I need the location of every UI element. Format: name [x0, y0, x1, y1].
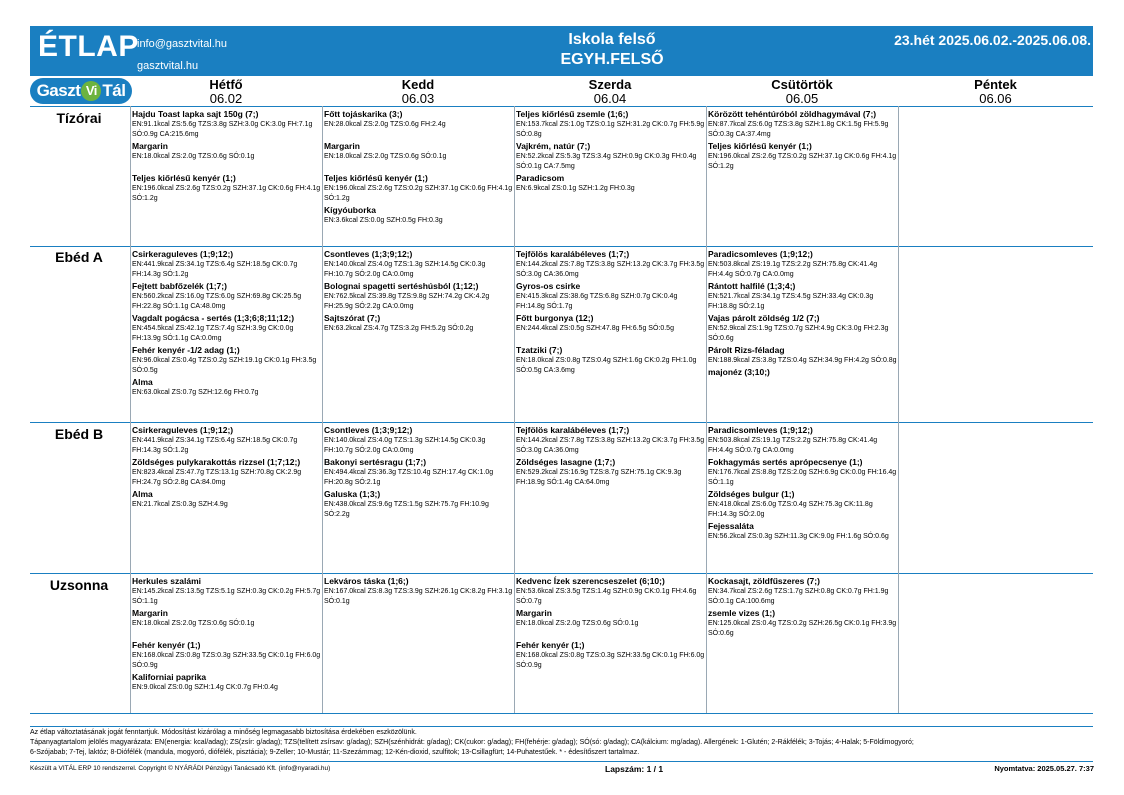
dish-name: Rántott halfilé (1;3;4;)	[708, 281, 796, 291]
legend-rule	[30, 726, 1093, 727]
menu-cell	[324, 248, 514, 334]
nutrition-info: EN:18.0kcal ZS:2.0g TZS:0.6g SÓ:0.1g	[516, 620, 639, 627]
logo-text-2: Vi	[81, 81, 101, 101]
menu-item	[132, 248, 322, 280]
dish-name: Csirkeraguleves (1;9;12;)	[132, 249, 234, 259]
dish-name: Margarin	[132, 141, 168, 151]
menu-item	[516, 607, 706, 639]
menu-item	[132, 607, 322, 639]
menu-item	[708, 108, 898, 140]
nutrition-info: EN:144.2kcal ZS:7.8g TZS:3.8g SZH:13.2g CK:3.7g FH:3.5g SÓ:3.0g CA:36.0mg	[516, 261, 705, 278]
dish-name: Vagdalt pogácsa - sertés (1;3;6;8;11;12;)	[132, 313, 295, 323]
dish-name: Vajas párolt zöldség 1/2 (7;)	[708, 313, 820, 323]
dish-name: Csontleves (1;3;9;12;)	[324, 249, 413, 259]
menu-cell	[324, 424, 514, 520]
nutrition-info: EN:18.0kcal ZS:2.0g TZS:0.6g SÓ:0.1g	[132, 153, 255, 160]
nutrition-info: EN:21.7kcal ZS:0.3g SZH:4.9g	[132, 501, 228, 508]
dish-name: Paradicsom	[516, 173, 565, 183]
menu-cell	[708, 248, 898, 378]
nutrition-info: EN:494.4kcal ZS:36.3g TZS:10.4g SZH:17.4g CK:1.0g FH:20.8g SÓ:2.1g	[324, 469, 494, 486]
menu-cell	[324, 108, 514, 226]
dish-name: Lekváros táska (1;6;)	[324, 576, 409, 586]
print-date: Nyomtatva: 2025.05.27. 7:37	[994, 764, 1094, 773]
nutrition-info: EN:153.7kcal ZS:1.0g TZS:0.1g SZH:31.2g CK:0.7g FH:5.9g SÓ:0.8g	[516, 121, 705, 138]
dish-name: Paradicsomleves (1;9;12;)	[708, 249, 813, 259]
nutrition-info: EN:87.7kcal ZS:6.0g TZS:3.8g SZH:1.8g CK:1.5g FH:5.9g SÓ:0.3g CA:37.4mg	[708, 121, 889, 138]
menu-item	[708, 344, 898, 366]
nutrition-info: EN:441.9kcal ZS:34.1g TZS:6.4g SZH:18.5g CK:0.7g FH:14.3g SÓ:1.2g	[132, 437, 298, 454]
nutrition-info: EN:144.2kcal ZS:7.8g TZS:3.8g SZH:13.2g CK:3.7g FH:3.5g SÓ:3.0g CA:36.0mg	[516, 437, 705, 454]
menu-item	[132, 344, 322, 376]
column-divider	[514, 106, 515, 713]
nutrition-info: EN:34.7kcal ZS:2.6g TZS:1.7g SZH:0.8g CK:0.7g FH:1.9g SÓ:0.1g CA:100.6mg	[708, 588, 889, 605]
nutrition-info: EN:6.9kcal ZS:0.1g SZH:1.2g FH:0.3g	[516, 185, 635, 192]
menu-item	[132, 424, 322, 456]
menu-cell	[708, 424, 898, 542]
menu-item	[324, 140, 514, 172]
nutrition-info: EN:168.0kcal ZS:0.8g TZS:0.3g SZH:33.5g CK:0.1g FH:6.0g SÓ:0.9g	[132, 652, 321, 669]
app-title: ÉTLAP	[38, 30, 139, 63]
nutrition-info: EN:521.7kcal ZS:34.1g TZS:4.5g SZH:33.4g CK:0.3g FH:18.8g SÓ:2.1g	[708, 293, 874, 310]
dish-name: Kígyóuborka	[324, 205, 376, 215]
day-date: 06.06	[979, 91, 1012, 106]
menu-item	[132, 456, 322, 488]
column-divider	[898, 106, 899, 713]
dish-name: Tejfölös karalábéleves (1;7;)	[516, 425, 630, 435]
nutrition-info: EN:52.2kcal ZS:5.3g TZS:3.4g SZH:0.9g CK:0.3g FH:0.4g SÓ:0.1g CA:7.5mg	[516, 153, 697, 170]
dish-name: Alma	[132, 489, 153, 499]
menu-cell	[516, 248, 706, 376]
dish-name: Tzatziki (7;)	[516, 345, 563, 355]
day-date: 06.02	[209, 91, 243, 106]
dish-name: Margarin	[324, 141, 360, 151]
dish-name: Sajtszórat (7;)	[324, 313, 381, 323]
nutrition-info: EN:125.0kcal ZS:0.4g TZS:0.2g SZH:26.5g CK:0.1g FH:3.9g SÓ:0.6g	[708, 620, 897, 637]
menu-cell	[516, 108, 706, 194]
nutrition-info: EN:96.0kcal ZS:0.4g TZS:0.2g SZH:19.1g CK:0.1g FH:3.5g SÓ:0.5g	[132, 357, 317, 374]
nutrition-info: EN:196.0kcal ZS:2.6g TZS:0.2g SZH:37.1g CK:0.6g FH:4.1g SÓ:1.2g	[708, 153, 897, 170]
nutrition-info: EN:9.0kcal ZS:0.0g SZH:1.4g CK:0.7g FH:0.4g	[132, 684, 278, 691]
nutrition-info: EN:167.0kcal ZS:8.3g TZS:3.9g SZH:26.1g CK:8.2g FH:3.1g SÓ:0.1g	[324, 588, 513, 605]
menu-item	[324, 456, 514, 488]
menu-item	[324, 108, 514, 140]
spacer	[132, 162, 322, 172]
menu-item	[708, 312, 898, 344]
nutrition-info: EN:196.0kcal ZS:2.6g TZS:0.2g SZH:37.1g CK:0.6g FH:4.1g SÓ:1.2g	[324, 185, 513, 202]
column-divider	[706, 106, 707, 713]
column-divider	[130, 106, 131, 713]
nutrition-info: EN:18.0kcal ZS:2.0g TZS:0.6g SÓ:0.1g	[132, 620, 255, 627]
menu-cell	[324, 575, 514, 607]
menu-item	[516, 344, 706, 376]
menu-item	[516, 108, 706, 140]
dish-name: Fehér kenyér -1/2 adag (1;)	[132, 345, 240, 355]
day-header-thursday	[706, 78, 898, 106]
dish-name: Körözött tehéntúróból zöldhagymával (7;)	[708, 109, 877, 119]
menu-item	[516, 248, 706, 280]
contact-block	[137, 33, 227, 77]
menu-item	[708, 280, 898, 312]
day-name: Kedd	[401, 77, 435, 92]
menu-item	[516, 639, 706, 671]
dish-name: Zöldséges lasagne (1;7;)	[516, 457, 616, 467]
dish-name: Főtt burgonya (12;)	[516, 313, 594, 323]
menu-item	[708, 424, 898, 456]
menu-item	[324, 248, 514, 280]
menu-cell	[516, 424, 706, 488]
row-divider	[30, 573, 1093, 574]
menu-item	[708, 575, 898, 607]
dish-name: Teljes kiőrlésű kenyér (1;)	[324, 173, 428, 183]
day-name: Péntek	[974, 77, 1017, 92]
legend-line: 6-Szójabab; 7-Tej, laktóz; 8-Diófélék (mandula, mogyoró, diófélék, pisztácia); 9-Zeller; 10-Mustár; 11-Szezámmag; 12-Kén-dioxid, szulfitok; 13-Csillagfürt; 14-Puhatestűek. * - édesítőszert tartalmaz.	[30, 749, 640, 756]
menu-item	[516, 456, 706, 488]
meal-label-ebed-b: Ebéd B	[54, 426, 104, 442]
nutrition-info: EN:63.0kcal ZS:0.7g SZH:12.6g FH:0.7g	[132, 389, 259, 396]
menu-item	[708, 520, 898, 542]
dish-name: Vajkrém, natúr (7;)	[516, 141, 591, 151]
dish-name: Tejfölös karalábéleves (1;7;)	[516, 249, 630, 259]
spacer	[324, 130, 514, 140]
spacer	[516, 629, 706, 639]
spacer	[324, 162, 514, 172]
menu-item	[516, 280, 706, 312]
nutrition-info: EN:52.9kcal ZS:1.9g TZS:0.7g SZH:4.9g CK:3.0g FH:2.3g SÓ:0.6g	[708, 325, 889, 342]
dish-name: Fehér kenyér (1;)	[516, 640, 585, 650]
menu-item	[132, 575, 322, 607]
menu-cell	[132, 424, 322, 510]
dish-name: Fehér kenyér (1;)	[132, 640, 201, 650]
legend-line: Tápanyagtartalom jelölés magyarázata: EN(energia: kcal/adag); ZS(zsír: g/adag); TZS(telített zsírsav: g/adag); SZH(szénhidrát: g/adag); CK(cukor: g/adag); FH(fehérje: g/adag); SÓ(só: g/adag); CA(kálcium: mg/adag). Allergének: 1-Glutén; 2-Rákfélék; 3-Tojás; 4-Halak; 5-Földimogyoró;	[30, 739, 914, 746]
day-date: 06.05	[785, 91, 819, 106]
nutrition-info: EN:415.3kcal ZS:38.6g TZS:6.8g SZH:0.7g CK:0.4g FH:14.8g SÓ:1.7g	[516, 293, 678, 310]
dish-name: Csirkeraguleves (1;9;12;)	[132, 425, 234, 435]
dish-name: Kockasajt, zöldfűszeres (7;)	[708, 576, 820, 586]
legend-line: Az étlap változtatásának jogát fenntartjuk. Módosítást kizárólag a minőség legmagasabb biztosítása érdekében eszközölünk.	[30, 729, 417, 736]
menu-item	[324, 575, 514, 607]
title-block	[500, 30, 724, 70]
nutrition-info: EN:56.2kcal ZS:0.3g SZH:11.3g CK:9.0g FH:1.6g SÓ:0.6g	[708, 533, 889, 540]
menu-item	[516, 424, 706, 456]
dish-name: Teljes kiőrlésű zsemle (1;6;)	[516, 109, 629, 119]
email-link[interactable]: info@gasztvital.hu	[137, 38, 228, 50]
dish-name: majonéz (3;10;)	[708, 367, 770, 377]
nutrition-info: EN:188.9kcal ZS:3.8g TZS:0.4g SZH:34.9g FH:4.2g SÓ:0.8g	[708, 357, 897, 364]
nutrition-info: EN:28.0kcal ZS:2.0g TZS:0.6g FH:2.4g	[324, 121, 446, 128]
row-divider	[30, 246, 1093, 247]
menu-cell	[708, 575, 898, 639]
dish-name: Zöldséges bulgur (1;)	[708, 489, 795, 499]
day-name: Hétfő	[209, 77, 243, 92]
logo-text-3: Tál	[102, 81, 126, 100]
legend	[30, 728, 1093, 758]
menu-item	[516, 140, 706, 172]
menu-item	[708, 488, 898, 520]
row-divider	[30, 422, 1093, 423]
nutrition-info: EN:18.0kcal ZS:2.0g TZS:0.6g SÓ:0.1g	[324, 153, 447, 160]
menu-item	[324, 204, 514, 226]
menu-item	[132, 140, 322, 172]
nutrition-info: EN:438.0kcal ZS:9.6g TZS:1.5g SZH:75.7g FH:10.9g SÓ:2.2g	[324, 501, 489, 518]
nutrition-info: EN:63.2kcal ZS:4.7g TZS:3.2g FH:5.2g SÓ:0.2g	[324, 325, 474, 332]
week-range: 23.hét 2025.06.02.-2025.06.08.	[894, 32, 1091, 48]
menu-item	[516, 172, 706, 194]
footer-copyright: Készült a VITÁL ERP 10 rendszerrel. Copyright © NYÁRÁDI Pénzügyi Tanácsadó Kft. (info@nyaradi.hu)	[30, 765, 331, 772]
nutrition-info: EN:762.5kcal ZS:39.8g TZS:9.8g SZH:74.2g CK:4.2g FH:25.9g SÓ:2.2g CA:0.0mg	[324, 293, 490, 310]
dish-name: Főtt tojáskarika (3;)	[324, 109, 403, 119]
dish-name: Fokhagymás sertés aprópecsenye (1;)	[708, 457, 863, 467]
grid-top-rule	[30, 106, 1093, 107]
row-divider	[30, 713, 1093, 714]
dish-name: Teljes kiőrlésű kenyér (1;)	[132, 173, 236, 183]
dish-name: Teljes kiőrlésű kenyér (1;)	[708, 141, 812, 151]
nutrition-info: EN:145.2kcal ZS:13.5g TZS:5.1g SZH:0.3g CK:0.2g FH:5.7g SÓ:1.1g	[132, 588, 321, 605]
day-date: 06.04	[593, 91, 627, 106]
nutrition-info: EN:168.0kcal ZS:0.8g TZS:0.3g SZH:33.5g CK:0.1g FH:6.0g SÓ:0.9g	[516, 652, 705, 669]
dish-name: Gyros-os csirke	[516, 281, 581, 291]
nutrition-info: EN:91.1kcal ZS:5.6g TZS:3.8g SZH:3.0g CK:3.0g FH:7.1g SÓ:0.9g CA:215.6mg	[132, 121, 313, 138]
nutrition-info: EN:3.6kcal ZS:0.0g SZH:0.5g FH:0.3g	[324, 217, 443, 224]
nutrition-info: EN:140.0kcal ZS:4.0g TZS:1.3g SZH:14.5g CK:0.3g FH:10.7g SÓ:2.0g CA:0.0mg	[324, 437, 486, 454]
footer-rule	[30, 761, 1093, 762]
menu-cell	[132, 248, 322, 398]
menu-item	[516, 312, 706, 344]
dish-name: Kaliforniai paprika	[132, 672, 207, 682]
dish-name: Margarin	[516, 608, 552, 618]
nutrition-info: EN:441.9kcal ZS:34.1g TZS:6.4g SZH:18.5g CK:0.7g FH:14.3g SÓ:1.2g	[132, 261, 298, 278]
dish-name: Bolognai spagetti sertéshúsból (1;12;)	[324, 281, 479, 291]
dish-name: Fejessaláta	[708, 521, 754, 531]
menu-item	[708, 607, 898, 639]
dish-name: Csontleves (1;3;9;12;)	[324, 425, 413, 435]
day-date: 06.03	[401, 91, 435, 106]
menu-item	[132, 488, 322, 510]
dish-name: Zöldséges pulykarakottás rizzsel (1;7;12;)	[132, 457, 301, 467]
nutrition-info: EN:176.7kcal ZS:8.8g TZS:2.0g SZH:6.9g CK:0.0g FH:16.4g SÓ:1.1g	[708, 469, 897, 486]
nutrition-info: EN:53.6kcal ZS:3.5g TZS:1.4g SZH:0.9g CK:0.1g FH:4.6g SÓ:0.7g	[516, 588, 697, 605]
menu-item	[324, 312, 514, 334]
day-name: Csütörtök	[771, 77, 833, 92]
menu-item	[708, 248, 898, 280]
menu-item	[132, 172, 322, 204]
menu-cell	[132, 575, 322, 693]
dish-name: Galuska (1;3;)	[324, 489, 381, 499]
nutrition-info: EN:454.5kcal ZS:42.1g TZS:7.4g SZH:3.9g CK:0.0g FH:13.9g SÓ:1.1g CA:0.0mg	[132, 325, 294, 342]
meal-label-uzsonna: Uzsonna	[49, 577, 109, 593]
day-header-monday	[130, 78, 322, 106]
day-name: Szerda	[588, 77, 632, 92]
nutrition-info: EN:560.2kcal ZS:16.0g TZS:6.0g SZH:69.8g CK:25.5g FH:22.8g SÓ:1.1g CA:48.0mg	[132, 293, 302, 310]
dish-name: Herkules szalámi	[132, 576, 201, 586]
dish-name: Paradicsomleves (1;9;12;)	[708, 425, 813, 435]
menu-item	[708, 366, 898, 378]
website-link[interactable]: gasztvital.hu	[137, 60, 199, 72]
menu-cell	[132, 108, 322, 204]
menu-item	[324, 280, 514, 312]
menu-item	[516, 575, 706, 607]
menu-cell	[708, 108, 898, 172]
menu-item	[132, 376, 322, 398]
spacer	[132, 629, 322, 639]
menu-item	[132, 312, 322, 344]
nutrition-info: EN:823.4kcal ZS:47.7g TZS:13.1g SZH:70.8g CK:2.9g FH:24.7g SÓ:2.8g CA:84.0mg	[132, 469, 302, 486]
logo-text-1: Gaszt	[36, 81, 81, 100]
menu-item	[708, 456, 898, 488]
nutrition-info: EN:529.2kcal ZS:16.9g TZS:8.7g SZH:75.1g CK:9.3g FH:18.9g SÓ:1.4g CA:64.0mg	[516, 469, 682, 486]
dish-name: Kedvenc Ízek szerencseszelet (6;10;)	[516, 576, 665, 586]
nutrition-info: EN:140.0kcal ZS:4.0g TZS:1.3g SZH:14.5g CK:0.3g FH:10.7g SÓ:2.0g CA:0.0mg	[324, 261, 486, 278]
nutrition-info: EN:244.4kcal ZS:0.5g SZH:47.8g FH:6.5g SÓ:0.5g	[516, 325, 674, 332]
dish-name: Fejtett babfőzelék (1;7;)	[132, 281, 227, 291]
nutrition-info: EN:503.8kcal ZS:19.1g TZS:2.2g SZH:75.8g CK:41.4g FH:4.4g SÓ:0.7g CA:0.0mg	[708, 261, 878, 278]
menu-item	[324, 488, 514, 520]
day-header-friday	[898, 78, 1093, 106]
dish-name: Hajdu Toast lapka sajt 150g (7;)	[132, 109, 259, 119]
menu-item	[324, 424, 514, 456]
spacer	[516, 334, 706, 344]
dish-name: Margarin	[132, 608, 168, 618]
header-bar	[30, 26, 1093, 76]
menu-item	[708, 140, 898, 172]
menu-item	[132, 108, 322, 140]
school-title: Iskola felső	[568, 31, 656, 48]
dish-name: Bakonyi sertésragu (1;7;)	[324, 457, 427, 467]
nutrition-info: EN:196.0kcal ZS:2.6g TZS:0.2g SZH:37.1g CK:0.6g FH:4.1g SÓ:1.2g	[132, 185, 321, 202]
meal-label-tizorai: Tízórai	[56, 110, 102, 126]
column-divider	[322, 106, 323, 713]
meal-label-ebed-a: Ebéd A	[55, 249, 103, 265]
menu-item	[132, 671, 322, 693]
day-header-wednesday	[514, 78, 706, 106]
gasztvital-logo	[30, 78, 132, 104]
menu-cell	[516, 575, 706, 671]
dish-name: Alma	[132, 377, 153, 387]
dish-name: zsemle vizes (1;)	[708, 608, 776, 618]
day-header-tuesday	[322, 78, 514, 106]
menu-item	[132, 280, 322, 312]
nutrition-info: EN:18.0kcal ZS:0.8g TZS:0.4g SZH:1.6g CK:0.2g FH:1.0g SÓ:0.5g CA:3.6mg	[516, 357, 697, 374]
group-title: EGYH.FELSŐ	[560, 51, 664, 68]
menu-item	[324, 172, 514, 204]
nutrition-info: EN:503.8kcal ZS:19.1g TZS:2.2g SZH:75.8g CK:41.4g FH:4.4g SÓ:0.7g CA:0.0mg	[708, 437, 878, 454]
menu-item	[132, 639, 322, 671]
page-number: Lapszám: 1 / 1	[605, 764, 664, 774]
nutrition-info: EN:418.0kcal ZS:6.0g TZS:0.4g SZH:75.3g CK:11.8g FH:14.3g SÓ:2.0g	[708, 501, 873, 518]
dish-name: Párolt Rizs-féladag	[708, 345, 785, 355]
